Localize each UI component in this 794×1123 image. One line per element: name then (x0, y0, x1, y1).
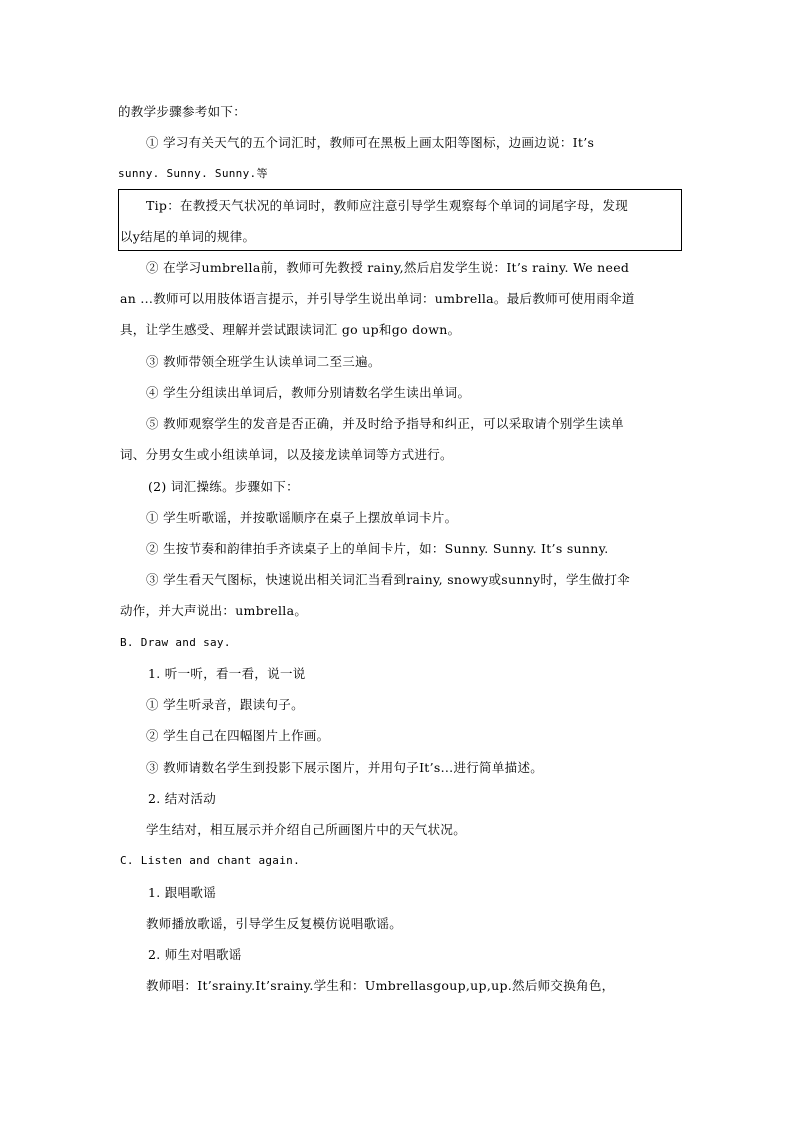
text-line: 教师唱：It’srainy.It’srainy.学生和：Umbrellasgoup,up,up.然后师交换角色， (146, 978, 615, 993)
text-line: 具，让学生感受、理解并尝试跟读词汇 go up和go down。 (120, 322, 461, 337)
text-line: ① 学生听歌谣，并按歌谣顺序在桌子上摆放单词卡片。 (146, 510, 458, 525)
text-line: ① 学生听录音，跟读句子。 (146, 697, 304, 712)
text-line: ④ 学生分组读出单词后，教师分别请数名学生读出单词。 (146, 385, 471, 400)
text-line: 词、分男女生或小组读单词，以及接龙读单词等方式进行。 (120, 447, 453, 462)
section-heading: B. Draw and say. (120, 636, 231, 649)
text-line: 的教学步骤参考如下： (118, 104, 247, 119)
text-line: sunny. Sunny. Sunny.等 (118, 167, 268, 180)
subsection-heading: 2. 结对活动 (148, 791, 216, 806)
text-line: an ...教师可以用肢体语言提示，并引导学生说出单词：umbrella。最后教师可使用雨伞道 (120, 291, 635, 306)
text-line: ② 生按节奏和韵律拍手齐读桌子上的单间卡片，如：Sunny. Sunny. It’s sunny. (146, 541, 609, 556)
text-line: ② 学生自己在四幅图片上作画。 (146, 728, 330, 743)
text-line: 动作，并大声说出：umbrella。 (120, 603, 308, 618)
subsection-heading: 1. 听一听，看一看，说一说 (148, 666, 306, 681)
tip-text-line: Tip：在教授天气状况的单词时，教师应注意引导学生观察每个单词的词尾字母，发现 (146, 198, 629, 213)
text-line: ③ 教师带领全班学生认读单词二至三遍。 (146, 354, 381, 369)
text-line: 教师播放歌谣，引导学生反复模仿说唱歌谣。 (146, 916, 403, 931)
section-heading: C. Listen and chant again. (120, 854, 300, 867)
subsection-heading: 1. 跟唱歌谣 (148, 885, 216, 900)
text-line: 学生结对，相互展示并介绍自己所画图片中的天气状况。 (146, 822, 467, 837)
text-line: ② 在学习umbrella前，教师可先教授 rainy,然后启发学生说：It’s rainy. We need (146, 260, 630, 275)
section-heading: (2) 词汇操练。步骤如下： (148, 479, 299, 494)
text-line: ③ 教师请数名学生到投影下展示图片，并用句子It’s...进行简单描述。 (146, 760, 544, 775)
subsection-heading: 2. 师生对唱歌谣 (148, 947, 242, 962)
tip-text-line: 以y结尾的单词的规律。 (120, 229, 256, 244)
text-line: ③ 学生看天气图标，快速说出相关词汇当看到rainy, snowy或sunny时，学生做打伞 (146, 572, 630, 587)
text-line: ⑤ 教师观察学生的发音是否正确，并及时给予指导和纠正，可以采取请个别学生读单 (146, 416, 624, 431)
text-line: ① 学习有关天气的五个词汇时，教师可在黑板上画太阳等图标，边画边说：It’s (146, 135, 595, 150)
